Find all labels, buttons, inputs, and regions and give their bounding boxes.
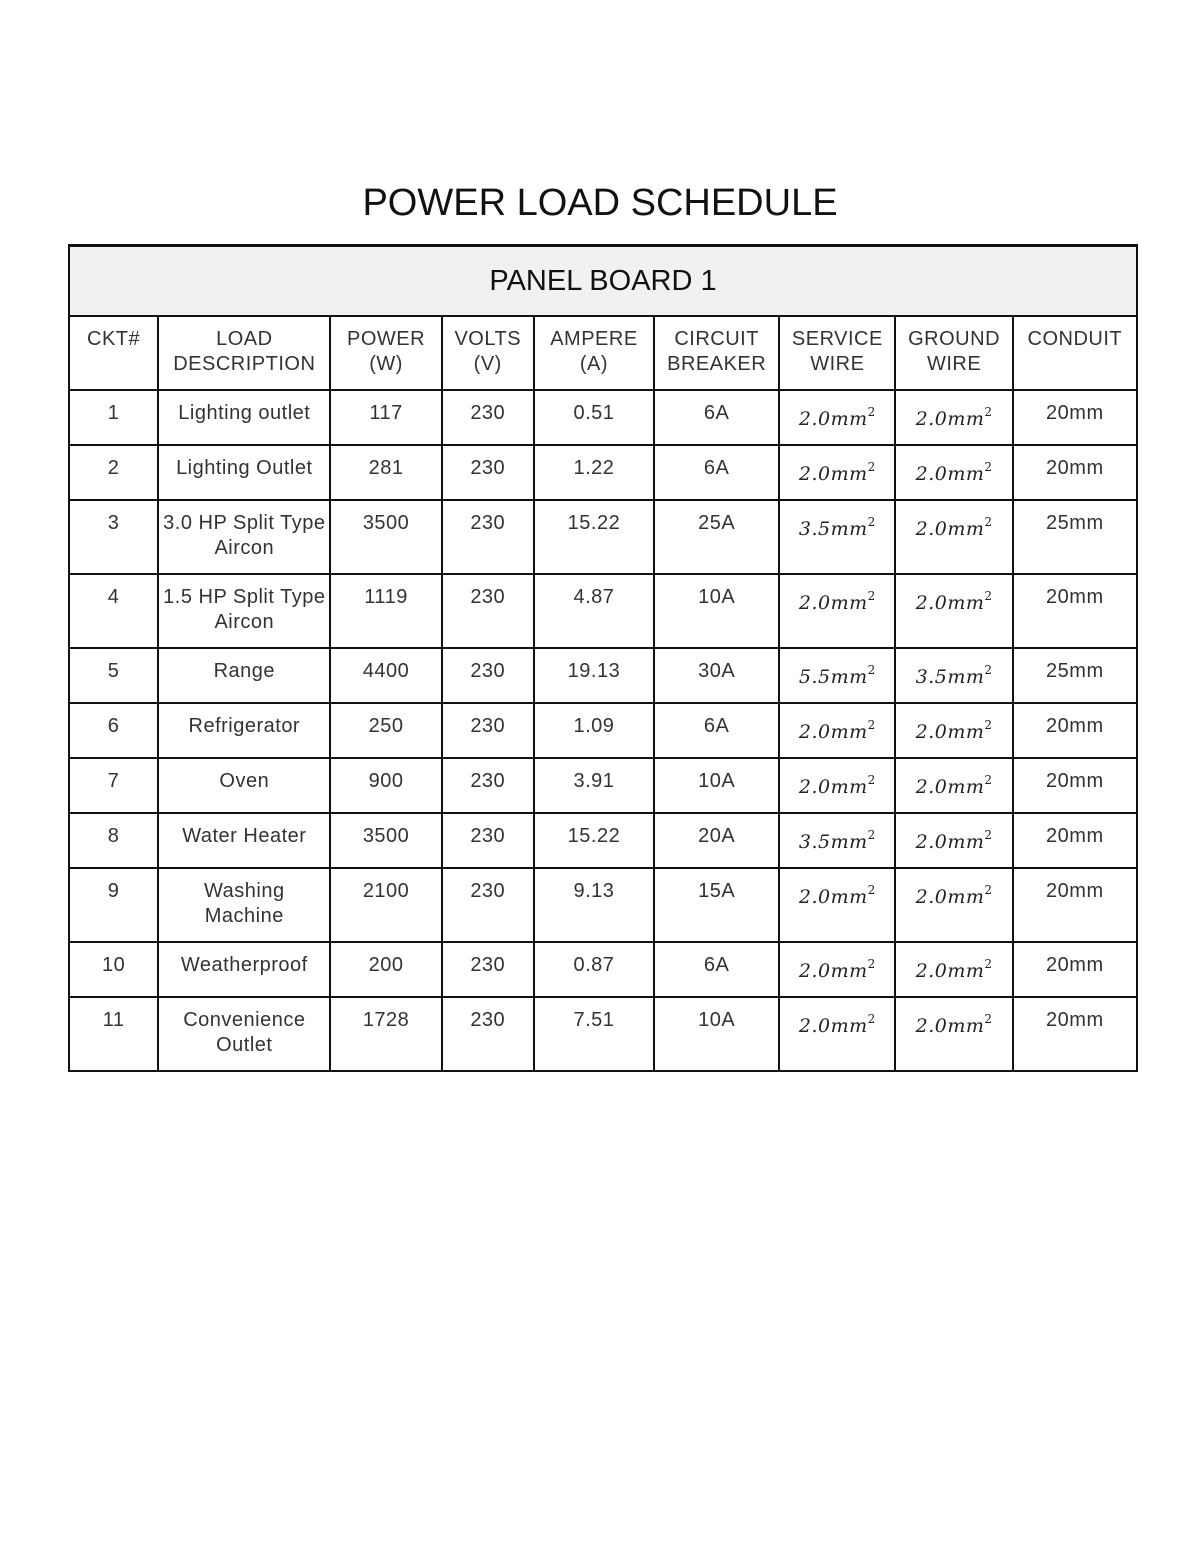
- wire-exponent: 2: [984, 589, 993, 603]
- service-wire-value: 2.0mm: [798, 408, 868, 430]
- wire-exponent: 2: [867, 828, 876, 842]
- load-description-cell: Lighting Outlet: [158, 445, 330, 500]
- column-header-circuit-breaker: CIRCUIT BREAKER: [654, 316, 779, 390]
- service-wire-cell: [779, 758, 895, 813]
- ground-wire-cell: [895, 703, 1012, 758]
- conduit-cell: 20mm: [1013, 868, 1137, 942]
- service-wire-cell: [779, 390, 895, 445]
- ampere-cell: 15.22: [534, 500, 654, 574]
- circuit-breaker-cell: 6A: [654, 703, 779, 758]
- table-row: [69, 813, 1137, 868]
- wire-exponent: 2: [984, 405, 993, 419]
- ground-wire-cell: [895, 500, 1012, 574]
- conduit-cell: 20mm: [1013, 942, 1137, 997]
- load-description-cell: Range: [158, 648, 330, 703]
- ampere-cell: 0.51: [534, 390, 654, 445]
- ground-wire-cell: [895, 648, 1012, 703]
- conduit-cell: 20mm: [1013, 390, 1137, 445]
- service-wire-value: 2.0mm: [798, 463, 868, 485]
- ground-wire-value: 2.0mm: [915, 960, 985, 982]
- load-description-cell: Washing Machine: [158, 868, 330, 942]
- ckt-cell: 11: [69, 997, 158, 1071]
- panel-title-row: [69, 246, 1137, 317]
- volts-cell: 230: [442, 648, 534, 703]
- table-row: [69, 868, 1137, 942]
- power-cell: 3500: [330, 500, 441, 574]
- table-row: [69, 390, 1137, 445]
- volts-cell: 230: [442, 574, 534, 648]
- service-wire-value: 2.0mm: [798, 886, 868, 908]
- ampere-cell: 1.22: [534, 445, 654, 500]
- conduit-cell: 20mm: [1013, 574, 1137, 648]
- column-header-load-description: LOAD DESCRIPTION: [158, 316, 330, 390]
- volts-cell: 230: [442, 500, 534, 574]
- volts-cell: 230: [442, 390, 534, 445]
- ampere-cell: 1.09: [534, 703, 654, 758]
- conduit-cell: 20mm: [1013, 997, 1137, 1071]
- table-row: [69, 997, 1137, 1071]
- circuit-breaker-cell: 10A: [654, 574, 779, 648]
- load-description-cell: Oven: [158, 758, 330, 813]
- volts-cell: 230: [442, 868, 534, 942]
- wire-exponent: 2: [984, 1012, 993, 1026]
- service-wire-value: 2.0mm: [798, 1015, 868, 1037]
- power-cell: 1728: [330, 997, 441, 1071]
- ground-wire-value: 2.0mm: [915, 463, 985, 485]
- ckt-cell: 3: [69, 500, 158, 574]
- circuit-breaker-cell: 6A: [654, 942, 779, 997]
- column-header-conduit: CONDUIT: [1013, 316, 1137, 390]
- table-row: [69, 703, 1137, 758]
- service-wire-value: 2.0mm: [798, 776, 868, 798]
- wire-exponent: 2: [984, 883, 993, 897]
- wire-exponent: 2: [984, 773, 993, 787]
- load-description-cell: 1.5 HP Split Type Aircon: [158, 574, 330, 648]
- service-wire-value: 2.0mm: [798, 592, 868, 614]
- table-row: [69, 648, 1137, 703]
- ground-wire-cell: [895, 997, 1012, 1071]
- wire-exponent: 2: [984, 663, 993, 677]
- ampere-cell: 9.13: [534, 868, 654, 942]
- column-header-row: [69, 316, 1137, 390]
- ampere-cell: 3.91: [534, 758, 654, 813]
- ground-wire-value: 2.0mm: [915, 518, 985, 540]
- load-description-cell: Water Heater: [158, 813, 330, 868]
- service-wire-cell: [779, 703, 895, 758]
- power-cell: 3500: [330, 813, 441, 868]
- wire-exponent: 2: [867, 883, 876, 897]
- wire-exponent: 2: [984, 957, 993, 971]
- conduit-cell: 20mm: [1013, 758, 1137, 813]
- power-cell: 281: [330, 445, 441, 500]
- volts-cell: 230: [442, 813, 534, 868]
- table-row: [69, 574, 1137, 648]
- column-header-power: POWER (W): [330, 316, 441, 390]
- ckt-cell: 6: [69, 703, 158, 758]
- wire-exponent: 2: [984, 718, 993, 732]
- circuit-breaker-cell: 15A: [654, 868, 779, 942]
- page-title: POWER LOAD SCHEDULE: [362, 182, 838, 224]
- volts-cell: 230: [442, 445, 534, 500]
- ckt-cell: 5: [69, 648, 158, 703]
- ground-wire-cell: [895, 445, 1012, 500]
- service-wire-value: 2.0mm: [798, 960, 868, 982]
- load-description-cell: Convenience Outlet: [158, 997, 330, 1071]
- service-wire-cell: [779, 997, 895, 1071]
- conduit-cell: 25mm: [1013, 648, 1137, 703]
- conduit-cell: 20mm: [1013, 813, 1137, 868]
- ampere-cell: 4.87: [534, 574, 654, 648]
- ground-wire-value: 2.0mm: [915, 408, 985, 430]
- power-cell: 117: [330, 390, 441, 445]
- wire-exponent: 2: [984, 515, 993, 529]
- ground-wire-cell: [895, 390, 1012, 445]
- load-description-cell: 3.0 HP Split Type Aircon: [158, 500, 330, 574]
- wire-exponent: 2: [867, 405, 876, 419]
- column-header-volts: VOLTS (V): [442, 316, 534, 390]
- wire-exponent: 2: [867, 460, 876, 474]
- service-wire-value: 2.0mm: [798, 721, 868, 743]
- circuit-breaker-cell: 30A: [654, 648, 779, 703]
- circuit-breaker-cell: 20A: [654, 813, 779, 868]
- circuit-breaker-cell: 10A: [654, 997, 779, 1071]
- circuit-breaker-cell: 10A: [654, 758, 779, 813]
- ckt-cell: 7: [69, 758, 158, 813]
- wire-exponent: 2: [984, 460, 993, 474]
- ampere-cell: 19.13: [534, 648, 654, 703]
- ground-wire-value: 2.0mm: [915, 831, 985, 853]
- column-header-ground-wire: GROUND WIRE: [895, 316, 1012, 390]
- conduit-cell: 20mm: [1013, 445, 1137, 500]
- column-header-ampere: AMPERE (A): [534, 316, 654, 390]
- volts-cell: 230: [442, 997, 534, 1071]
- load-description-cell: Weatherproof: [158, 942, 330, 997]
- panel-title: PANEL BOARD 1: [69, 246, 1137, 317]
- wire-exponent: 2: [867, 773, 876, 787]
- wire-exponent: 2: [867, 663, 876, 677]
- column-header-service-wire: SERVICE WIRE: [779, 316, 895, 390]
- wire-exponent: 2: [867, 718, 876, 732]
- table-row: [69, 758, 1137, 813]
- ground-wire-value: 2.0mm: [915, 886, 985, 908]
- wire-exponent: 2: [867, 515, 876, 529]
- ground-wire-cell: [895, 813, 1012, 868]
- service-wire-cell: [779, 942, 895, 997]
- ground-wire-value: 2.0mm: [915, 721, 985, 743]
- power-load-schedule-table: [68, 244, 1138, 1072]
- ground-wire-cell: [895, 868, 1012, 942]
- volts-cell: 230: [442, 942, 534, 997]
- ground-wire-cell: [895, 758, 1012, 813]
- circuit-breaker-cell: 25A: [654, 500, 779, 574]
- circuit-breaker-cell: 6A: [654, 445, 779, 500]
- ckt-cell: 1: [69, 390, 158, 445]
- wire-exponent: 2: [984, 828, 993, 842]
- ampere-cell: 7.51: [534, 997, 654, 1071]
- wire-exponent: 2: [867, 1012, 876, 1026]
- load-description-cell: Refrigerator: [158, 703, 330, 758]
- load-description-cell: Lighting outlet: [158, 390, 330, 445]
- table-row: [69, 942, 1137, 997]
- service-wire-cell: [779, 500, 895, 574]
- ckt-cell: 4: [69, 574, 158, 648]
- ground-wire-cell: [895, 942, 1012, 997]
- column-header-ckt: CKT#: [69, 316, 158, 390]
- power-cell: 250: [330, 703, 441, 758]
- ground-wire-value: 2.0mm: [915, 776, 985, 798]
- ampere-cell: 0.87: [534, 942, 654, 997]
- power-cell: 200: [330, 942, 441, 997]
- volts-cell: 230: [442, 703, 534, 758]
- ckt-cell: 2: [69, 445, 158, 500]
- ground-wire-value: 2.0mm: [915, 592, 985, 614]
- service-wire-cell: [779, 574, 895, 648]
- service-wire-cell: [779, 868, 895, 942]
- ampere-cell: 15.22: [534, 813, 654, 868]
- table-row: [69, 500, 1137, 574]
- power-cell: 4400: [330, 648, 441, 703]
- service-wire-value: 5.5mm: [798, 666, 868, 688]
- ground-wire-value: 3.5mm: [915, 666, 985, 688]
- table-row: [69, 445, 1137, 500]
- power-cell: 900: [330, 758, 441, 813]
- service-wire-cell: [779, 445, 895, 500]
- ckt-cell: 8: [69, 813, 158, 868]
- conduit-cell: 25mm: [1013, 500, 1137, 574]
- service-wire-cell: [779, 648, 895, 703]
- service-wire-value: 3.5mm: [798, 831, 868, 853]
- ckt-cell: 9: [69, 868, 158, 942]
- ground-wire-value: 2.0mm: [915, 1015, 985, 1037]
- wire-exponent: 2: [867, 957, 876, 971]
- ckt-cell: 10: [69, 942, 158, 997]
- conduit-cell: 20mm: [1013, 703, 1137, 758]
- power-cell: 2100: [330, 868, 441, 942]
- service-wire-value: 3.5mm: [798, 518, 868, 540]
- volts-cell: 230: [442, 758, 534, 813]
- ground-wire-cell: [895, 574, 1012, 648]
- circuit-breaker-cell: 6A: [654, 390, 779, 445]
- power-cell: 1119: [330, 574, 441, 648]
- service-wire-cell: [779, 813, 895, 868]
- wire-exponent: 2: [867, 589, 876, 603]
